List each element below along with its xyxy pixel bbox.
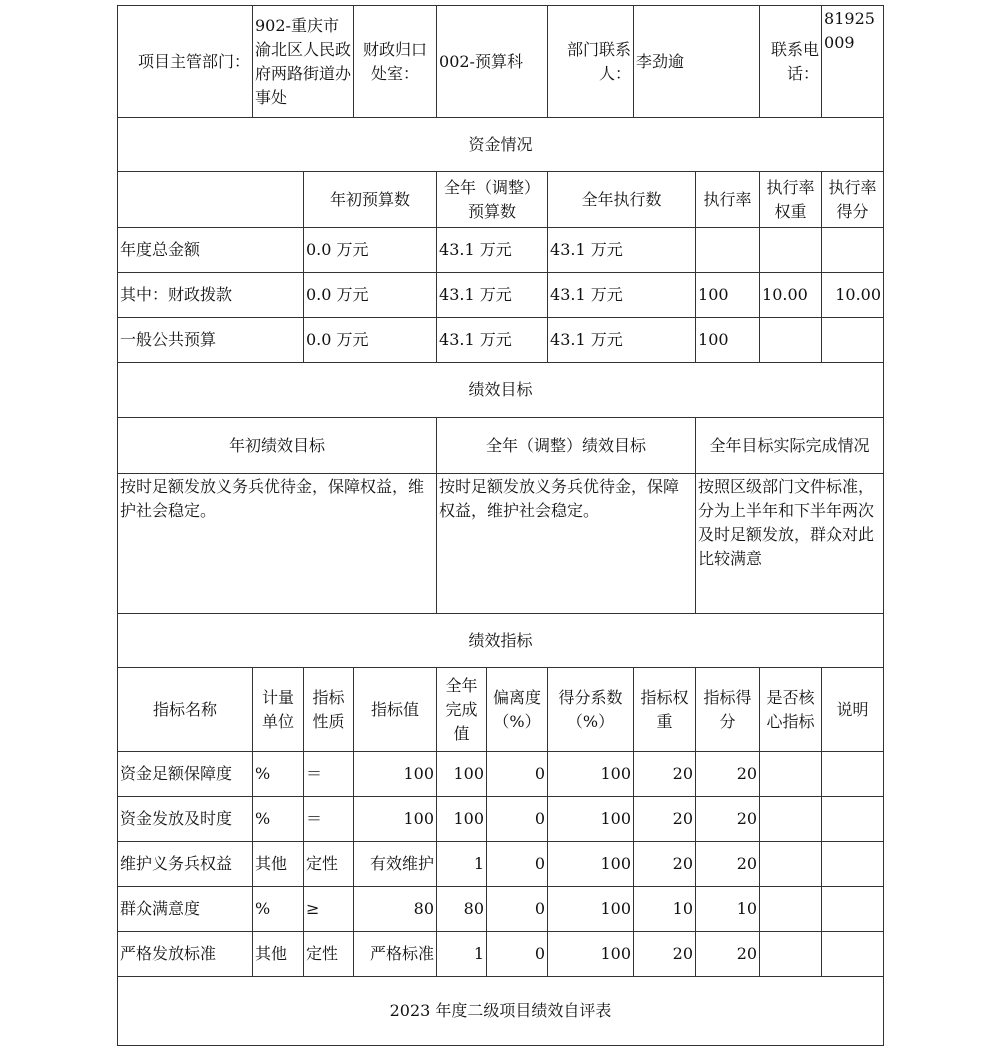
phone-label: 联系电话：: [760, 6, 822, 118]
ind-col-score: 指标得分: [696, 668, 760, 752]
ind-col-done: 全年完成值: [437, 668, 487, 752]
dept-value: 902-重庆市渝北区人民政府两路街道办事处: [253, 6, 354, 118]
goals-col-actual: 全年目标实际完成情况: [696, 418, 884, 474]
ind-col-name: 指标名称: [118, 668, 253, 752]
funding-col-rate: 执行率: [696, 172, 760, 228]
goals-header-row: [118, 418, 884, 474]
funding-col-weight: 执行率权重: [760, 172, 822, 228]
dept-label: 项目主管部门：: [118, 6, 253, 118]
ind-col-weight: 指标权重: [634, 668, 696, 752]
funding-col-score: 执行率得分: [822, 172, 884, 228]
indicator-row: 维护义务兵权益 其他 定性 有效维护 1 0 100 20 20: [118, 842, 884, 887]
indicator-row: 资金发放及时度 % ＝ 100 100 0 100 20 20: [118, 797, 884, 842]
goals-col-adjusted: 全年（调整）绩效目标: [437, 418, 696, 474]
goals-adjusted-text: 按时足额发放义务兵优待金，保障权益，维护社会稳定。: [437, 474, 696, 614]
ind-col-note: 说明: [822, 668, 884, 752]
goals-content-row: [118, 474, 884, 614]
indicators-header-row: [118, 668, 884, 752]
funding-col-initial: 年初预算数: [304, 172, 437, 228]
ind-col-target: 指标值: [354, 668, 437, 752]
funding-header-row: [118, 172, 884, 228]
goals-initial-text: 按时足额发放义务兵优待金，保障权益，维护社会稳定。: [118, 474, 437, 614]
indicator-row: 群众满意度 % ≥ 80 80 0 100 10 10: [118, 887, 884, 932]
goals-col-initial: 年初绩效目标: [118, 418, 437, 474]
funding-row: 一般公共预算 0.0 万元 43.1 万元 43.1 万元 100: [118, 318, 884, 363]
indicator-row: 严格发放标准 其他 定性 严格标准 1 0 100 20 20: [118, 932, 884, 977]
contact-label: 部门联系人：: [548, 6, 634, 118]
contact-value: 李劲逾: [634, 6, 760, 118]
funding-col-adjusted: 全年（调整）预算数: [437, 172, 548, 228]
performance-evaluation-table: [117, 5, 884, 1046]
funding-row: 其中：财政拨款 0.0 万元 43.1 万元 43.1 万元 100 10.00 10.00: [118, 273, 884, 318]
indicator-row: 资金足额保障度 % ＝ 100 100 0 100 20 20: [118, 752, 884, 797]
indicators-section-title: 绩效指标: [118, 614, 884, 668]
funding-col-executed: 全年执行数: [548, 172, 696, 228]
office-value: 002-预算科: [437, 6, 548, 118]
header-row: [118, 6, 884, 118]
ind-col-unit: 计量单位: [253, 668, 304, 752]
ind-col-core: 是否核心指标: [760, 668, 822, 752]
table-title: 2023 年度二级项目绩效自评表: [118, 977, 884, 1046]
goals-section-title: 绩效目标: [118, 363, 884, 418]
ind-col-coefficient: 得分系数（%）: [548, 668, 634, 752]
goals-actual-text: 按照区级部门文件标准，分为上半年和下半年两次及时足额发放，群众对此比较满意: [696, 474, 884, 614]
funding-row: 年度总金额 0.0 万元 43.1 万元 43.1 万元: [118, 228, 884, 273]
ind-col-deviation: 偏离度（%）: [487, 668, 548, 752]
funding-section-title: 资金情况: [118, 118, 884, 172]
ind-col-nature: 指标性质: [304, 668, 354, 752]
office-label: 财政归口处室：: [354, 6, 437, 118]
phone-value: 81925009: [822, 6, 884, 118]
